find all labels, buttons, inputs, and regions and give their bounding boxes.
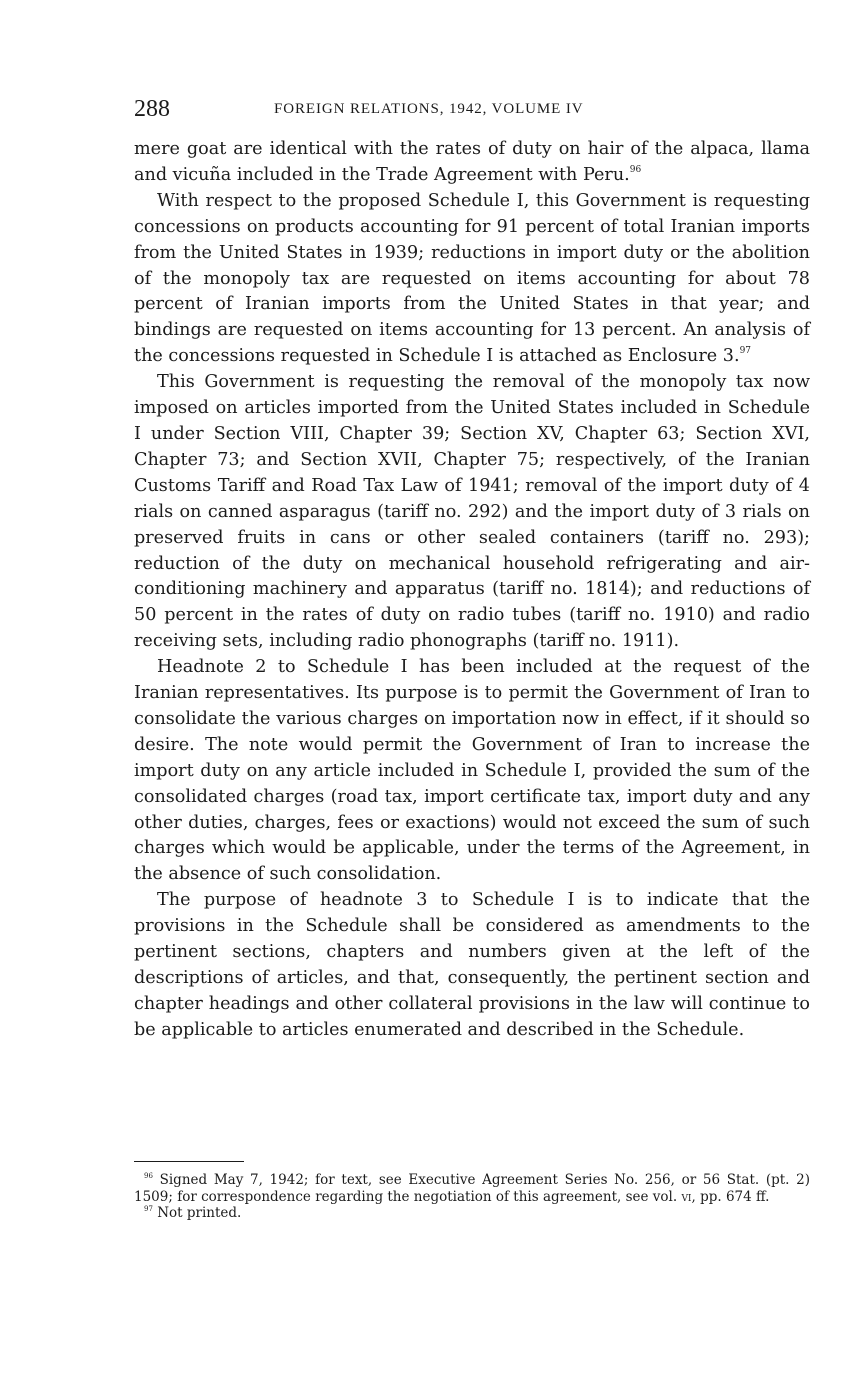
- footnote-ref-97: 97: [739, 346, 752, 357]
- footnote-divider: [134, 1161, 244, 1162]
- page-header: [134, 92, 810, 128]
- paragraph-2-text: With respect to the proposed Schedule I, this Government is requesting concessions on products accounting for 91 percent of total Iranian imports from the United States in 1939; reductions in import duty or the abolition of the monopoly tax are requested on items accounting for about 78 percent of Iranian imports from the United States in that year; and bindings are requested on items accounting for 13 percent. An analysis of the concessions requested in Schedule I is attached as Enclosure 3.: [134, 190, 810, 367]
- paragraph-3: This Government is requesting the removal of the monopoly tax now imposed on articles imported from the United States included in Schedule I under Section VIII, Chapter 39; Section XV, Chapter 63; Section XVI, Chapter 73; and Section XVII, Chapter 75; respectively, of the Iranian Customs Tariff and Road Tax Law of 1941; removal of the import duty of 4 rials on canned asparagus (tariff no. 292) and the import duty of 3 rials on preserved fruits in cans or other sealed containers (tariff no. 293); reduction of the duty on mechanical household refrigerating and air-conditioning machinery and apparatus (tariff no. 1814); and reductions of 50 percent in the rates of duty on radio tubes (tariff no. 1910) and radio receiving sets, including radio phonographs (tariff no. 1911).: [134, 372, 810, 652]
- paragraph-5: The purpose of headnote 3 to Schedule I is to indicate that the provisions in the Schedule shall be considered as amendments to the pertinent sections, chapters and numbers given at the left of the descriptions of articles, and that, consequently, the pertinent section and chapter headings and other collateral provisions in the law will continue to be applicable to articles enumerated and described in the Schedule.: [134, 890, 810, 1040]
- footnote-96-volume: vi: [681, 1188, 692, 1205]
- footnote-97: [134, 1205, 810, 1222]
- running-head: FOREIGN RELATIONS, 1942, VOLUME IV: [274, 101, 584, 117]
- footnote-96-mark: 96: [144, 1172, 153, 1180]
- footnote-96-text-a: Signed May 7, 1942; for text, see Executive Agreement Series No. 256, or 56 Stat. (pt. 2) 1509; for correspondence regarding the negotiation of this agreement, see vol.: [134, 1172, 810, 1205]
- footnote-96: [134, 1172, 810, 1205]
- footnotes: [134, 1172, 810, 1222]
- footnote-96-text-b: , pp. 674 ff.: [691, 1188, 770, 1205]
- paragraph-1-text: mere goat are identical with the rates of duty on hair of the alpaca, llama and vicuña included in the Trade Agreement with Peru.: [134, 139, 810, 185]
- body-text: [134, 137, 810, 1044]
- page-number: 288: [134, 96, 170, 122]
- paragraph-2: [134, 189, 810, 370]
- footnote-97-text: Not printed.: [157, 1205, 242, 1221]
- paragraph-4: Headnote 2 to Schedule I has been included at the request of the Iranian representatives. Its purpose is to permit the Government of Iran to consolidate the various charges on importation now in effect, if it should so desire. The note would permit the Government of Iran to increase the import duty on any article included in Schedule I, provided the sum of the consolidated charges (road tax, import certificate tax, import duty and any other duties, charges, fees or exactions) would not exceed the sum of such charges which would be applicable, under the terms of the Agreement, in the absence of such consolidation.: [134, 657, 810, 885]
- footnote-97-mark: 97: [144, 1205, 153, 1213]
- paragraph-1: [134, 137, 810, 189]
- footnote-ref-96: 96: [629, 164, 642, 175]
